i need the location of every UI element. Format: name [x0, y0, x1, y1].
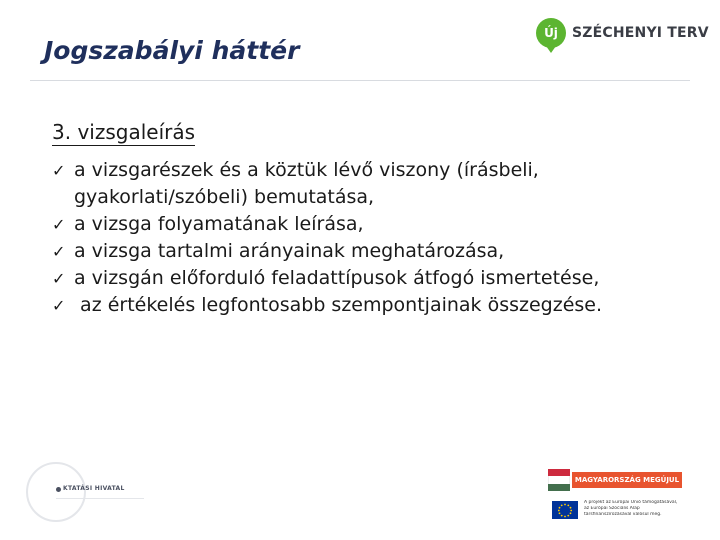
eu-flag-icon: [552, 501, 578, 519]
eu-caption-line: társfinanszírozásával valósul meg.: [584, 512, 662, 517]
education-office-logo: [26, 462, 146, 522]
page-title: Jogszabályi háttér: [44, 36, 300, 65]
list-item: [52, 157, 692, 211]
logo-rule: [56, 498, 144, 499]
check-icon: ✓: [52, 215, 66, 234]
logo-dot-icon: [56, 487, 61, 492]
bullet-list: [52, 157, 692, 319]
eu-caption-line: az Európai Szociális Alap: [584, 506, 640, 511]
eu-caption-line: A projekt az Európai Unió támogatásával,: [584, 500, 678, 505]
list-item-text: a vizsgarészek és a köztük lévő viszony (írásbeli, gyakorlati/szóbeli) bemutatása,: [74, 159, 539, 208]
hungarian-flag-icon: [548, 469, 570, 491]
section-heading: 3. vizsgaleírás: [52, 120, 196, 144]
title-divider: [30, 80, 690, 81]
check-icon: ✓: [52, 242, 66, 261]
check-icon: ✓: [52, 161, 66, 180]
eu-caption: [584, 500, 684, 518]
list-item-text: a vizsga folyamatának leírása,: [74, 213, 364, 235]
brand-mark-icon: Új: [536, 18, 566, 48]
brand-name: SZÉCHENYI TERV: [572, 25, 709, 41]
funding-block: [548, 469, 684, 525]
list-item-text: a vizsgán előforduló feladattípusok átfogó ismertetése,: [74, 267, 600, 289]
list-item: [52, 211, 692, 238]
list-item-text: a vizsga tartalmi arányainak meghatározása,: [74, 240, 505, 262]
szechenyi-terv-logo: [536, 18, 709, 48]
check-icon: ✓: [52, 269, 66, 288]
list-item: [52, 292, 692, 319]
list-item: [52, 238, 692, 265]
list-item-text: az értékelés legfontosabb szempontjainak összegzése.: [74, 294, 603, 316]
check-icon: ✓: [52, 296, 66, 315]
renewal-banner: MAGYARORSZÁG MEGÚJUL: [572, 472, 682, 488]
logo-arc: [26, 462, 86, 522]
agency-label: KTATÁSI HIVATAL: [63, 485, 125, 492]
list-item: [52, 265, 692, 292]
